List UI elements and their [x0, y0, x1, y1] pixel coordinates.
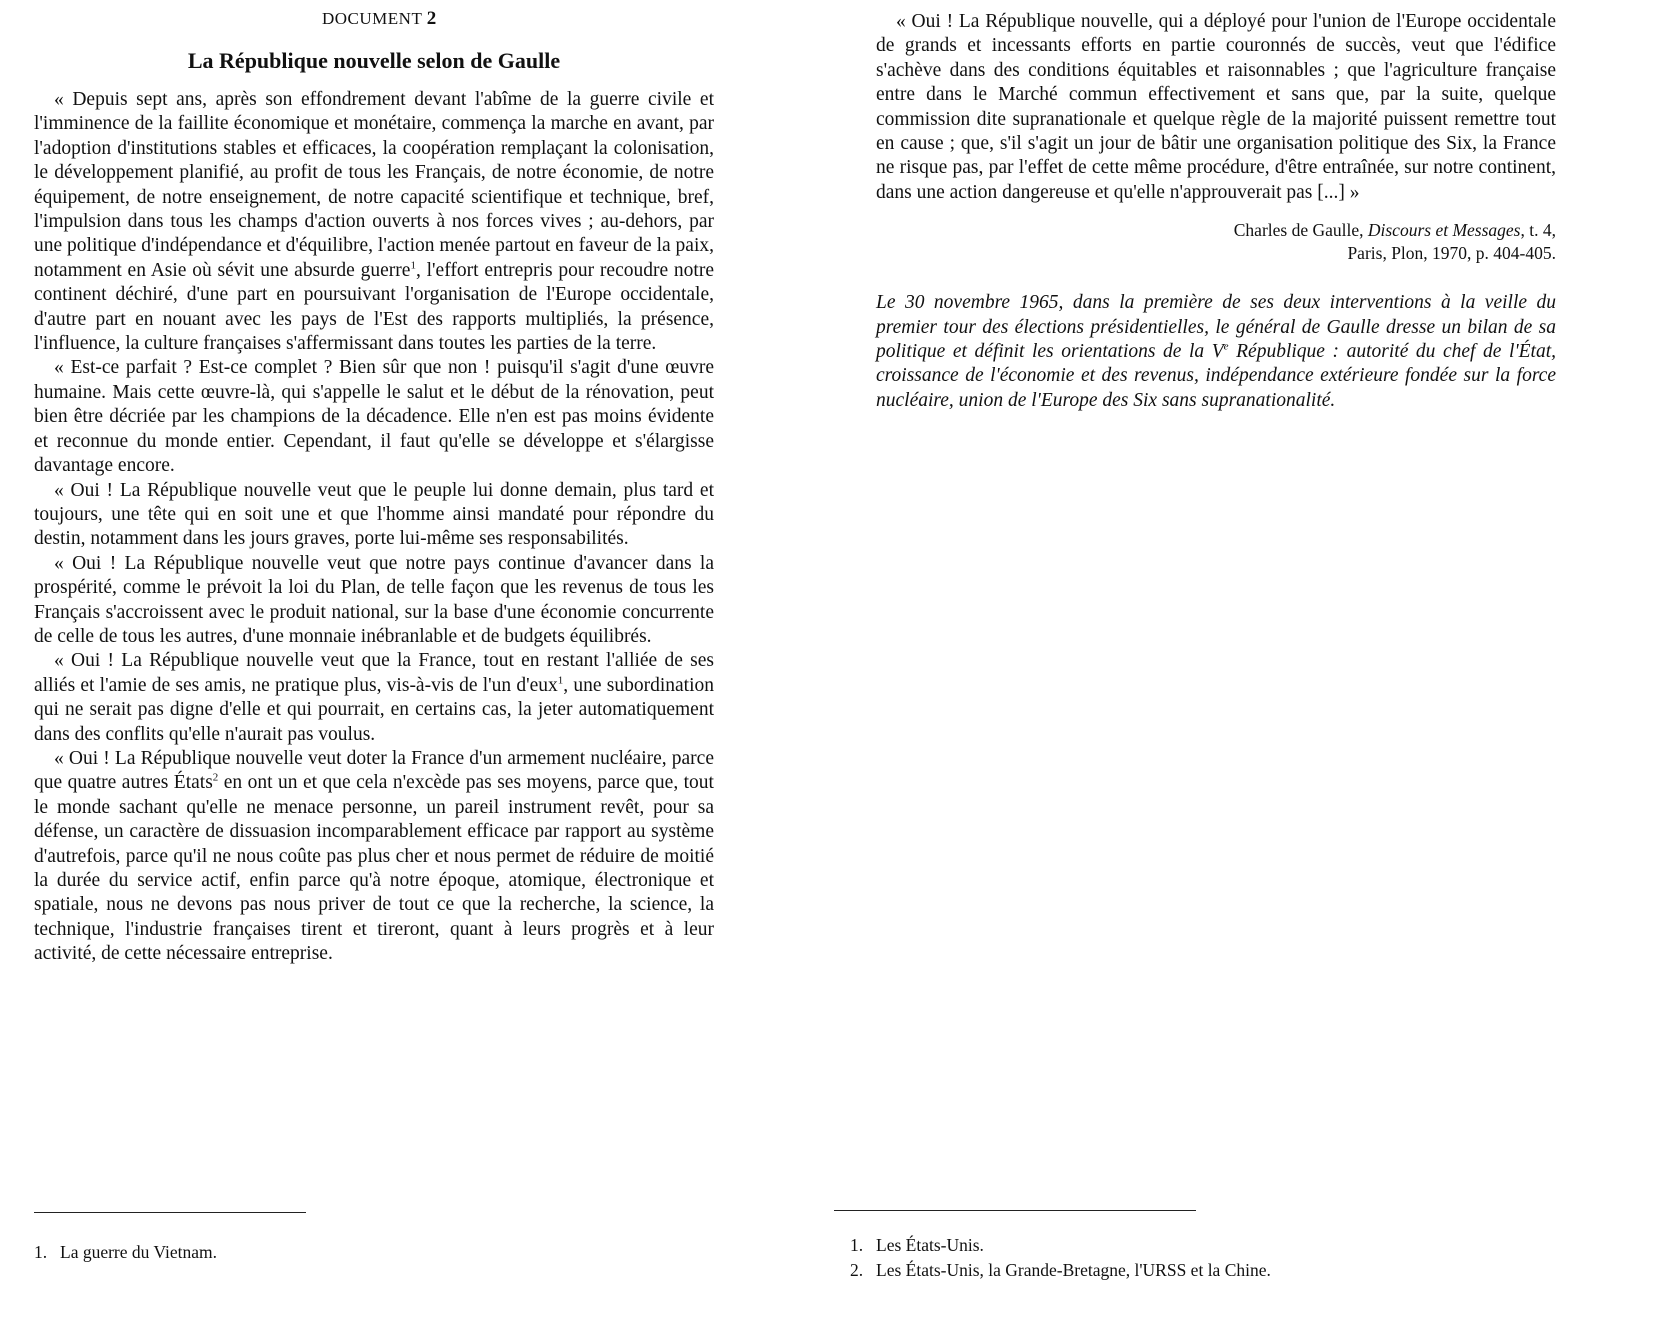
left-body-text	[34, 88, 714, 967]
footnote-divider-right	[834, 1210, 1196, 1211]
document-label-number: 2	[426, 8, 437, 29]
footnote-reference[interactable]: 1	[557, 674, 564, 687]
document-label	[322, 8, 437, 30]
footnote-item	[34, 1240, 217, 1265]
intro-text-part2: République : autorité du chef de l'État, croissance de l'économie et des revenus, indépendance extérieure fondée sur la force nucléaire, union de l'Europe des Six sans supranationalité.	[876, 341, 1556, 411]
footnote-number: 1.	[850, 1235, 864, 1255]
paragraph-text: , une subordination qui ne serait pas digne d'elle et qui pourrait, en certains cas, la jeter automatiquement dans des conflits qu'elle n'aurait pas voulus.	[34, 674, 715, 745]
document-label-word: DOCUMENT	[322, 9, 423, 28]
footnote-reference[interactable]: 1	[410, 259, 416, 272]
citation-author: Charles de Gaulle,	[1233, 220, 1368, 241]
footnote-number: 1.	[34, 1242, 48, 1262]
paragraph-text: « Oui ! La République nouvelle veut que le peuple lui donne demain, plus tard et toujours, une tête qui en soit une et que l'homme ainsi mandaté pour répondre du destin, notamment dans les jours graves, porte lui-même ses responsabilités.	[34, 479, 714, 550]
source-citation	[876, 219, 1556, 265]
speech-paragraph	[34, 88, 714, 356]
intro-text-part1: Le 30 novembre 1965, dans la première de ses deux interventions à la veille du premier tour des élections présidentielles, le général de Gaulle dresse un bilan de sa politique et définit les orientations de la V	[876, 292, 1556, 363]
paragraph-text: « Oui ! La République nouvelle veut doter la France d'un armement nucléaire, parce que quatre autres États	[34, 747, 714, 794]
paragraph-text: , l'effort entrepris pour recoudre notre continent déchiré, d'une part en poursuivant l'organisation de l'Europe occidentale, d'autre part en nouant avec les pays de l'Est des rapports multipliés, la présence, l'influence, la culture françaises s'affermissant dans toutes les parties de la terre.	[34, 259, 714, 355]
speech-paragraph	[34, 552, 714, 650]
citation-publisher: Paris, Plon, 1970, p. 404-405.	[1347, 243, 1556, 264]
footnote-item	[850, 1233, 1271, 1258]
footnote-item	[850, 1258, 1271, 1283]
speech-paragraph	[34, 356, 714, 478]
right-body-text	[876, 10, 1556, 413]
footnote-reference[interactable]: 2	[212, 771, 219, 784]
paragraph-text: « Est-ce parfait ? Est-ce complet ? Bien sûr que non ! puisqu'il s'agit d'une œuvre humaine. Mais cette œuvre-là, qui s'appelle le salut et le début de la rénovation, peut bien être décriée par les champions de la décadence. Elle n'en est pas moins évidente et reconnue du monde entier. Cependant, il faut qu'elle se développe et s'élargisse davantage encore.	[34, 357, 714, 477]
speech-paragraph: « Oui ! La République nouvelle, qui a déployé pour l'union de l'Europe occidentale de grands et incessants efforts en partie couronnés de succès, veut que l'édifice s'achève dans des conditions équitables et raisonnables ; que l'agriculture française entre dans le Marché commun effectivement et sans que, par la suite, quelque commission dite supranationale et quelque règle de la majorité puissent remettre tout en cause ; que, s'il s'agit un jour de bâtir une organisation politique des Six, la France ne risque pas, par l'effet de cette même procédure, d'être entraînée, sur notre continent, dans une action dangereuse et qu'elle n'approuverait pas [...] »	[876, 11, 1556, 203]
paragraph-text: « Oui ! La République nouvelle veut que la France, tout en restant l'alliée de ses alliés et l'amie de ses amis, ne pratique plus, vis-à-vis de l'un d'eux	[34, 650, 714, 696]
intro-superscript: e	[1223, 340, 1229, 353]
context-introduction	[876, 291, 1556, 413]
footnote-divider-left	[34, 1212, 306, 1213]
footnote-text: Les États-Unis.	[876, 1235, 984, 1255]
citation-volume: , t. 4,	[1520, 220, 1556, 241]
paragraph-text: « Depuis sept ans, après son effondrement devant l'abîme de la guerre civile et l'imminence de la faillite économique et monétaire, commença la marche en avant, par l'adoption d'institutions stables et efficaces, la coopération remplaçant la colonisation, le développement planifié, au profit de tous les Français, de notre économie, de notre équipement, de notre enseignement, de notre capacité scientifique et technique, bref, l'impulsion dans tous les champs d'action ouverts à nos forces vives ; au-dehors, par une politique d'indépendance et d'équilibre, l'action menée partout en faveur de la paix, notamment en Asie où sévit une absurde guerre	[34, 89, 714, 281]
citation-work: Discours et Messages	[1367, 220, 1521, 241]
document-title: La République nouvelle selon de Gaulle	[187, 48, 561, 73]
footnote-text: Les États-Unis, la Grande-Bretagne, l'URSS et la Chine.	[876, 1260, 1271, 1280]
footnote-text: La guerre du Vietnam.	[60, 1242, 218, 1262]
paragraph-text: « Oui ! La République nouvelle veut que notre pays continue d'avancer dans la prospérité, comme le prévoit la loi du Plan, de telle façon que les revenus de tous les Français s'accroissent avec le produit national, sur la base d'une économie concurrente de celle de tous les autres, d'une monnaie inébranlable et de budgets équilibrés.	[34, 552, 714, 647]
footnotes-right	[850, 1233, 1271, 1283]
footnotes-left	[34, 1240, 217, 1265]
speech-paragraph	[34, 649, 714, 747]
paragraph-text: en ont un et que cela n'excède pas ses moyens, parce que, tout le monde sachant qu'elle ne menace personne, un pareil instrument revêt, pour sa défense, un caractère de dissuasion incomparablement efficace par rapport au système d'autrefois, parce qu'il ne nous coûte pas plus cher et nous permet de réduire de moitié la durée du service actif, enfin parce qu'à notre époque, atomique, électronique et spatiale, nous ne devons pas nous priver de tout ce que la recherche, la science, la technique, l'industrie françaises tirent et tireront, quant à leurs progrès et à leur activité, de cette nécessaire entreprise.	[34, 772, 714, 965]
speech-paragraph	[34, 747, 714, 967]
footnote-number: 2.	[850, 1260, 864, 1280]
speech-paragraph	[34, 479, 714, 552]
